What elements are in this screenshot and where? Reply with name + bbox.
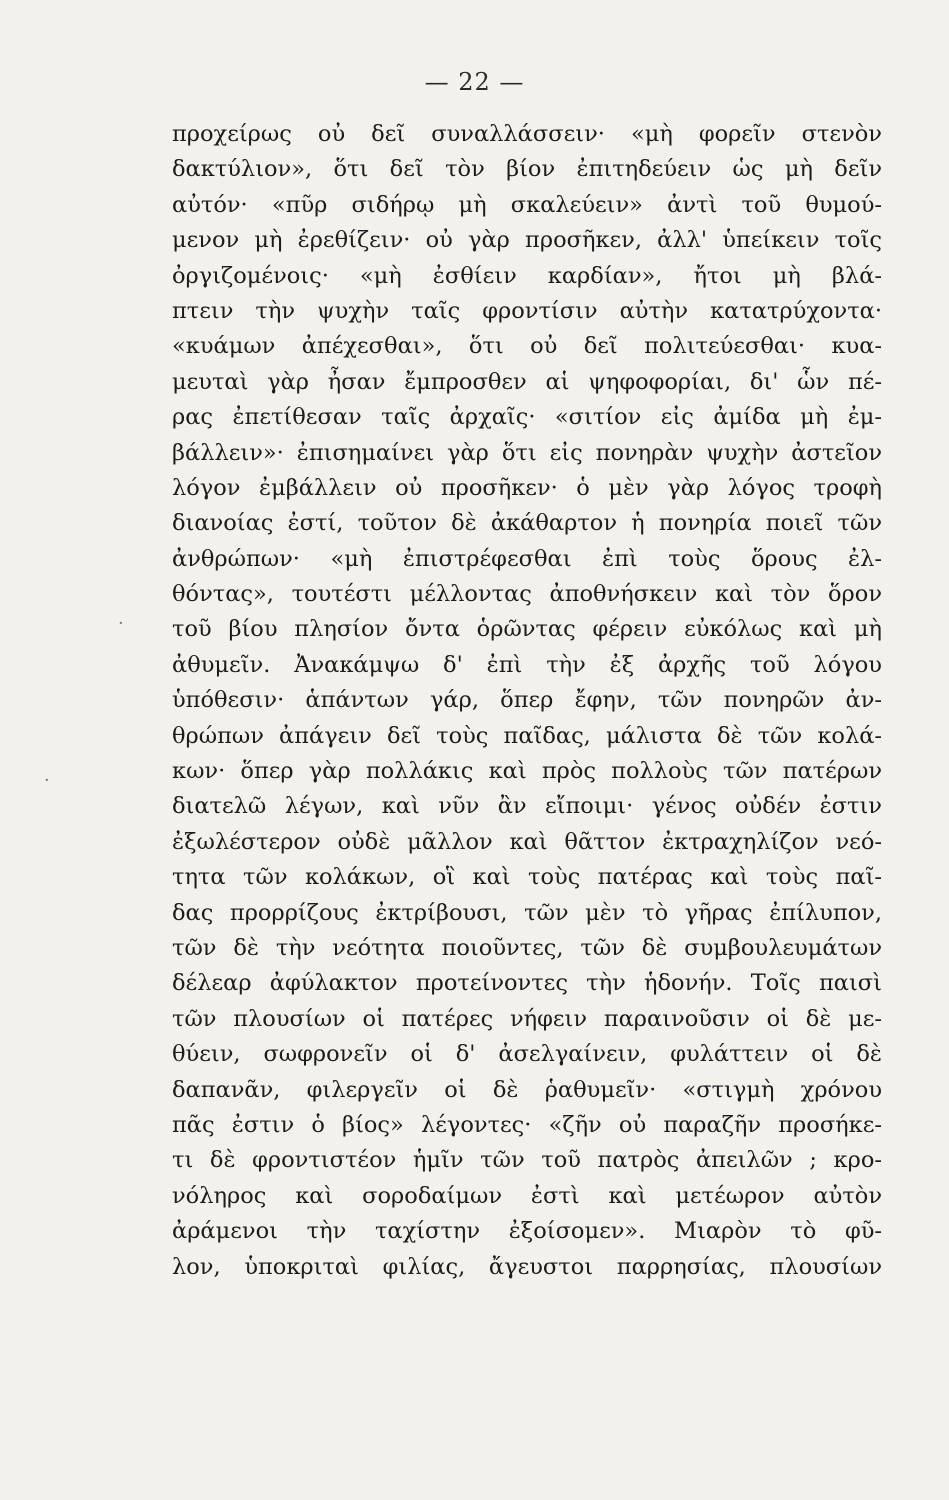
- text-line: δας προρρίζους ἐκτρίβουσι, τῶν μὲν τὸ γῆρας ἐπίλυπον,: [172, 899, 882, 926]
- text-line: προχείρως οὐ δεῖ συναλλάσσειν· «μὴ φορεῖν στενὸν: [172, 121, 882, 147]
- text-line: ἀθυμεῖν. Ἀνακάμψω δ' ἐπὶ τὴν ἐξ ἀρχῆς τοῦ λόγου: [172, 651, 882, 678]
- text-line: κων· ὅπερ γὰρ πολλάκις καὶ πρὸς πολλοὺς τῶν πατέρων: [172, 758, 882, 785]
- text-line: ἐξωλέστερον οὐδὲ μᾶλλον καὶ θᾶττον ἐκτραχηλίζον νεό-: [172, 828, 882, 855]
- text-line: δαπανᾶν, φιλεργεῖν οἱ δὲ ῥαθυμεῖν· «στιγμὴ χρόνου: [172, 1076, 882, 1103]
- text-line: τῶν δὲ τὴν νεότητα ποιοῦντες, τῶν δὲ συμβουλευμάτων: [172, 934, 882, 961]
- text-line: ὀργιζομένοις· «μὴ ἐσθίειν καρδίαν», ἤτοι μὴ βλά-: [172, 262, 882, 289]
- text-line: τι δὲ φροντιστέον ἡμῖν τῶν τοῦ πατρὸς ἀπειλῶν ; κρο-: [172, 1147, 882, 1174]
- page-number: — 22 —: [424, 68, 525, 96]
- text-line: τητα τῶν κολάκων, οἳ καὶ τοὺς πατέρας καὶ τοὺς παῖ-: [172, 864, 882, 891]
- text-line: λόγον ἐμβάλλειν οὐ προσῆκεν· ὁ μὲν γὰρ λόγος τροφὴ: [172, 474, 882, 501]
- text-line: ἀράμενοι τὴν ταχίστην ἐξοίσομεν». Μιαρὸν τὸ φῦ-: [172, 1218, 882, 1245]
- text-line: τῶν πλουσίων οἱ πατέρες νήφειν παραινοῦσιν οἱ δὲ με-: [172, 1005, 882, 1032]
- text-line: λον, ὑποκριταὶ φιλίας, ἄγευστοι παρρησίας, πλουσίων: [172, 1253, 882, 1280]
- text-line: μενον μὴ ἐρεθίζειν· οὐ γὰρ προσῆκεν, ἀλλ' ὑπείκειν τοῖς: [172, 227, 882, 254]
- text-line: δακτύλιον», ὅτι δεῖ τὸν βίον ἐπιτηδεύειν ὡς μὴ δεῖν: [172, 156, 882, 183]
- text-line: θόντας», τουτέστι μέλλοντας ἀποθνήσκειν καὶ τὸν ὅρον: [172, 581, 882, 608]
- text-line: ἀνθρώπων· «μὴ ἐπιστρέφεσθαι ἐπὶ τοὺς ὅρους ἐλ-: [172, 545, 882, 572]
- text-line: ρας ἐπετίθεσαν ταῖς ἀρχαῖς· «σιτίον εἰς ἀμίδα μὴ ἐμ-: [172, 404, 882, 431]
- text-line: θύειν, σωφρονεῖν οἱ δ' ἀσελγαίνειν, φυλάττειν οἱ δὲ: [172, 1041, 882, 1068]
- text-line: θρώπων ἀπάγειν δεῖ τοὺς παῖδας, μάλιστα δὲ τῶν κολά-: [172, 722, 882, 749]
- text-line: πτειν τὴν ψυχὴν ταῖς φροντίσιν αὐτὴν κατατρύχοντα·: [172, 297, 882, 324]
- text-line: βάλλειν»· ἐπισημαίνει γὰρ ὅτι εἰς πονηρὰν ψυχὴν ἀστεῖον: [172, 439, 882, 466]
- text-line: νόληρος καὶ σοροδαίμων ἐστὶ καὶ μετέωρον αὐτὸν: [172, 1182, 882, 1209]
- text-line: δέλεαρ ἀφύλακτον προτείνοντες τὴν ἡδονήν. Τοῖς παισὶ: [172, 970, 882, 997]
- text-line: διανοίας ἐστί, τοῦτον δὲ ἀκάθαρτον ἡ πονηρία ποιεῖ τῶν: [172, 510, 882, 537]
- text-line: αὐτόν· «πῦρ σιδήρῳ μὴ σκαλεύειν» ἀντὶ τοῦ θυμού-: [172, 191, 882, 218]
- text-line: μευταὶ γὰρ ἦσαν ἔμπροσθεν αἱ ψηφοφορίαι, δι' ὧν πέ-: [172, 368, 882, 395]
- margin-mark: ·: [118, 613, 124, 634]
- text-line: διατελῶ λέγων, καὶ νῦν ἂν εἴποιμι· γένος οὐδέν ἐστιν: [172, 793, 882, 820]
- text-line: πᾶς ἐστιν ὁ βίος» λέγοντες· «ζῆν οὐ παραζῆν προσήκε-: [172, 1111, 882, 1138]
- text-line: τοῦ βίου πλησίον ὄντα ὁρῶντας φέρειν εὐκόλως καὶ μὴ: [172, 616, 882, 643]
- body-text: [172, 117, 882, 1285]
- text-line: ὑπόθεσιν· ἁπάντων γάρ, ὅπερ ἔφην, τῶν πονηρῶν ἀν-: [172, 687, 882, 714]
- margin-mark: ·: [44, 770, 50, 791]
- text-line: «κυάμων ἀπέχεσθαι», ὅτι οὐ δεῖ πολιτεύεσθαι· κυα-: [172, 333, 882, 360]
